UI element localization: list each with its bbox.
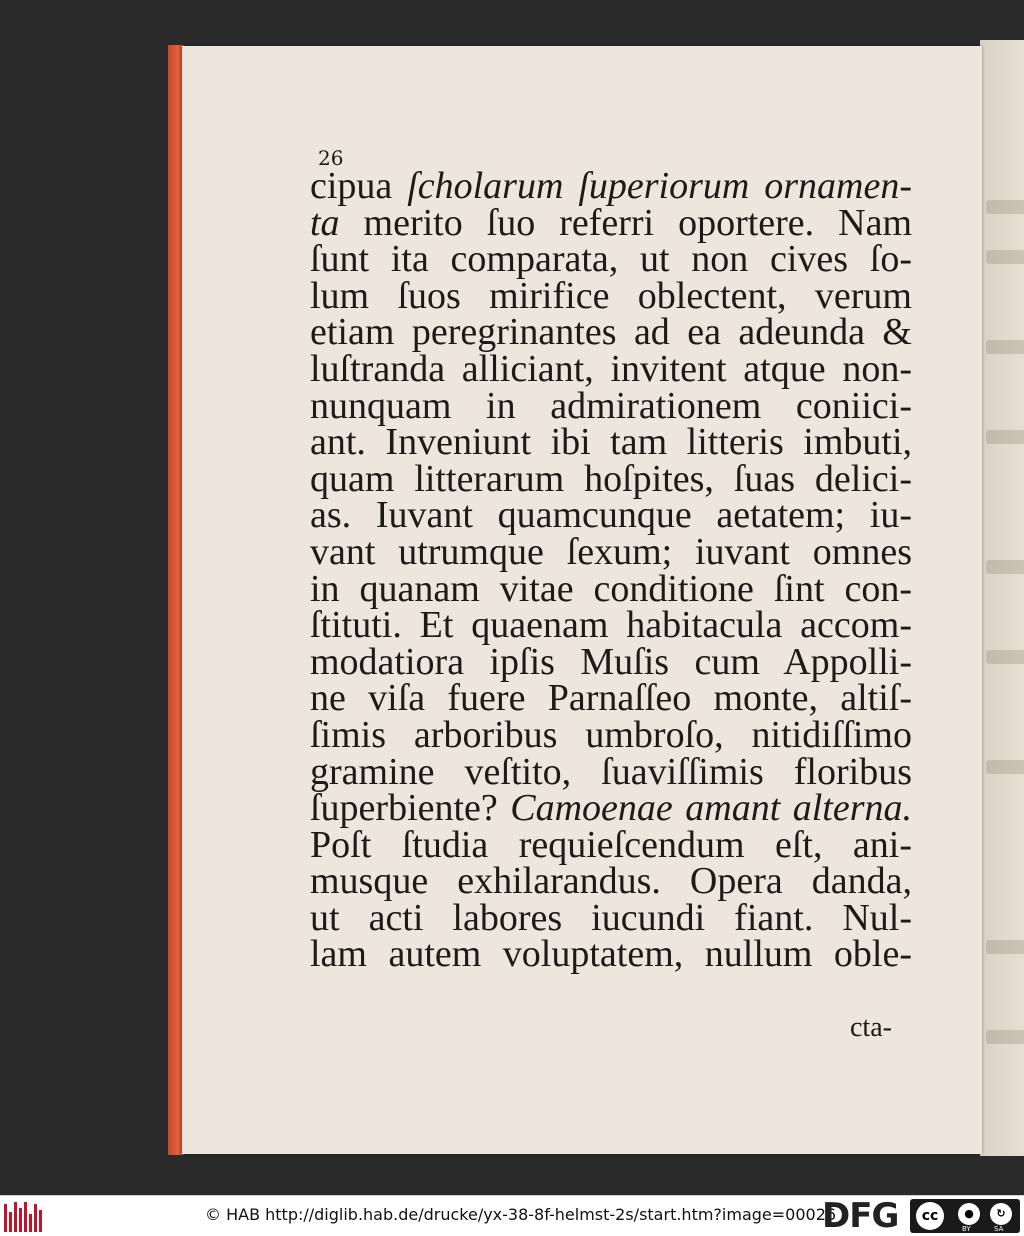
- text-line: ta merito ſuo referri oportere. Nam: [310, 201, 912, 244]
- by-icon: ●: [958, 1203, 980, 1225]
- page-text: [310, 165, 912, 976]
- text-line: quam litterarum hoſpites, ſuas delici-: [310, 457, 912, 500]
- dfg-logo[interactable]: DFG: [822, 1196, 899, 1236]
- text-line: modatiora ipſis Muſis cum Appolli-: [310, 640, 912, 683]
- cc-icon: cc: [916, 1202, 944, 1230]
- text-line: in quanam vitae conditione ſint con-: [310, 567, 912, 610]
- sa-icon: ↻: [990, 1203, 1012, 1225]
- text-line: lum ſuos mirifice oblectent, verum: [310, 274, 912, 317]
- text-line: lam autem voluptatem, nullum oble-: [310, 933, 912, 976]
- text-line: ne viſa fuere Parnaſſeo monte, altiſ-: [310, 677, 912, 720]
- text-line: ant. Inveniunt ibi tam litteris imbuti,: [310, 421, 912, 464]
- text-line: luſtranda alliciant, invitent atque non-: [310, 347, 912, 390]
- cc-license-badge[interactable]: [910, 1199, 1020, 1233]
- text-line: ſunt ita comparata, ut non cives ſo-: [310, 238, 912, 281]
- text-line: ſtituti. Et quaenam habitacula accom-: [310, 604, 912, 647]
- text-line: ſuperbiente? Camoenae amant alterna.: [310, 787, 912, 830]
- text-line: Poſt ſtudia requieſcendum eſt, ani-: [310, 823, 912, 866]
- by-label: BY: [962, 1225, 971, 1233]
- text-line: vant utrumque ſexum; iuvant omnes: [310, 530, 912, 573]
- footer-bar: [0, 1195, 1024, 1236]
- text-line: musque exhilarandus. Opera danda,: [310, 860, 912, 903]
- facing-page-edge: [980, 40, 1024, 1156]
- text-line: ut acti labores iucundi fiant. Nul-: [310, 896, 912, 939]
- text-line: ſimis arboribus umbroſo, nitidiſſimo: [310, 713, 912, 756]
- text-line: etiam peregrinantes ad ea adeunda &: [310, 311, 912, 354]
- text-line: as. Iuvant quamcunque aetatem; iu-: [310, 494, 912, 537]
- footer-credit-link[interactable]: © HAB http://diglib.hab.de/drucke/yx-38-8f-helmst-2s/start.htm?image=00026: [205, 1205, 837, 1224]
- hab-logo-icon[interactable]: [4, 1200, 46, 1232]
- text-line: gramine veſtito, ſuaviſſimis floribus: [310, 750, 912, 793]
- text-line: nunquam in admirationem coniici-: [310, 384, 912, 427]
- catchword: cta-: [850, 1012, 892, 1043]
- sa-label: SA: [994, 1225, 1004, 1233]
- text-line: cipua ſcholarum ſuperiorum ornamen-: [310, 165, 912, 207]
- page-number: 26: [318, 146, 344, 170]
